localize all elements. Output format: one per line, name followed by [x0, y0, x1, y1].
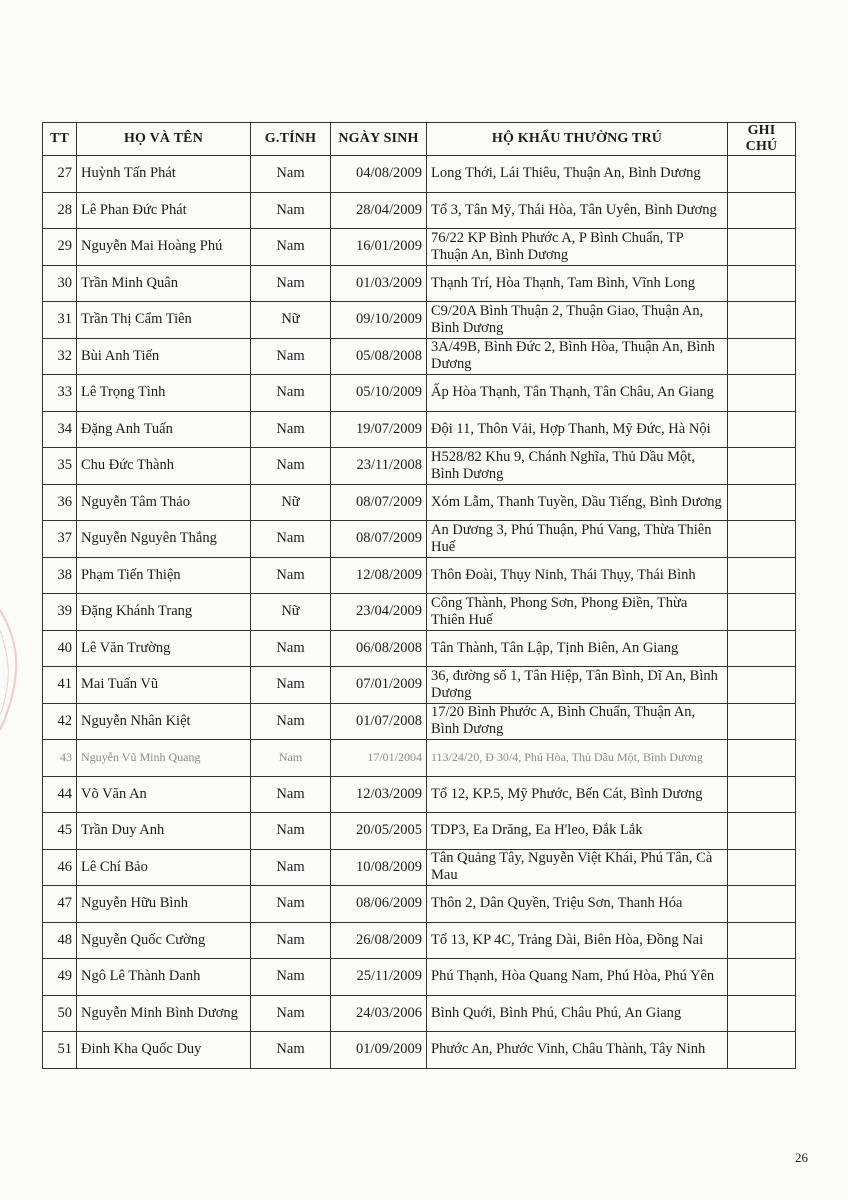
permanent-address: Thạnh Trí, Hòa Thạnh, Tam Bình, Vĩnh Long — [427, 265, 728, 302]
gender: Nam — [251, 703, 331, 740]
permanent-address: 76/22 KP Bình Phước A, P Bình Chuẩn, TP Thuận An, Bình Dương — [427, 229, 728, 266]
header-gender: G.TÍNH — [251, 123, 331, 156]
header-note: GHI CHÚ — [728, 123, 796, 156]
permanent-address: Bình Quới, Bình Phú, Châu Phú, An Giang — [427, 995, 728, 1032]
student-name: Lê Văn Trường — [77, 630, 251, 667]
permanent-address: Thôn Đoài, Thụy Ninh, Thái Thụy, Thái Bình — [427, 557, 728, 594]
gender: Nữ — [251, 484, 331, 521]
student-name: Trần Thị Cẩm Tiên — [77, 302, 251, 339]
note — [728, 265, 796, 302]
student-name: Nguyễn Tâm Thảo — [77, 484, 251, 521]
note — [728, 776, 796, 813]
table-row — [43, 521, 796, 558]
student-name: Huỳnh Tấn Phát — [77, 156, 251, 193]
header-dob: NGÀY SINH — [331, 123, 427, 156]
note — [728, 667, 796, 704]
row-number: 45 — [43, 813, 77, 850]
table-row — [43, 594, 796, 631]
row-number: 39 — [43, 594, 77, 631]
note — [728, 813, 796, 850]
row-number: 44 — [43, 776, 77, 813]
note — [728, 302, 796, 339]
note — [728, 922, 796, 959]
date-of-birth: 08/07/2009 — [331, 521, 427, 558]
row-number: 41 — [43, 667, 77, 704]
date-of-birth: 23/11/2008 — [331, 448, 427, 485]
gender: Nữ — [251, 302, 331, 339]
table-row — [43, 448, 796, 485]
table-row — [43, 995, 796, 1032]
row-number: 49 — [43, 959, 77, 996]
permanent-address: 36, đường số 1, Tân Hiệp, Tân Bình, Dĩ An, Bình Dương — [427, 667, 728, 704]
permanent-address: Đội 11, Thôn Vải, Hợp Thanh, Mỹ Đức, Hà Nội — [427, 411, 728, 448]
table-row — [43, 703, 796, 740]
note — [728, 995, 796, 1032]
table-row — [43, 484, 796, 521]
stamp-fragment — [0, 600, 22, 740]
row-number: 50 — [43, 995, 77, 1032]
gender: Nam — [251, 521, 331, 558]
note — [728, 557, 796, 594]
table-header-row — [43, 123, 796, 156]
note — [728, 740, 796, 777]
note — [728, 886, 796, 923]
student-name: Nguyễn Nguyên Thắng — [77, 521, 251, 558]
note — [728, 849, 796, 886]
row-number: 32 — [43, 338, 77, 375]
row-number: 28 — [43, 192, 77, 229]
student-roster-table — [42, 122, 796, 1069]
note — [728, 192, 796, 229]
student-name: Nguyễn Hữu Bình — [77, 886, 251, 923]
row-number: 37 — [43, 521, 77, 558]
table-row — [43, 1032, 796, 1069]
date-of-birth: 20/05/2005 — [331, 813, 427, 850]
student-name: Trần Duy Anh — [77, 813, 251, 850]
gender: Nam — [251, 630, 331, 667]
gender: Nam — [251, 192, 331, 229]
table-row — [43, 229, 796, 266]
student-name: Lê Trọng Tình — [77, 375, 251, 412]
date-of-birth: 08/07/2009 — [331, 484, 427, 521]
table-row — [43, 813, 796, 850]
note — [728, 338, 796, 375]
table-row — [43, 302, 796, 339]
date-of-birth: 01/07/2008 — [331, 703, 427, 740]
student-name: Ngô Lê Thành Danh — [77, 959, 251, 996]
permanent-address: Tổ 12, KP.5, Mỹ Phước, Bến Cát, Bình Dương — [427, 776, 728, 813]
student-name: Đinh Kha Quốc Duy — [77, 1032, 251, 1069]
date-of-birth: 10/08/2009 — [331, 849, 427, 886]
gender: Nam — [251, 557, 331, 594]
permanent-address: Tổ 13, KP 4C, Trảng Dài, Biên Hòa, Đồng Nai — [427, 922, 728, 959]
gender: Nam — [251, 959, 331, 996]
gender: Nữ — [251, 594, 331, 631]
permanent-address: 3A/49B, Bình Đức 2, Bình Hòa, Thuận An, Bình Dương — [427, 338, 728, 375]
gender: Nam — [251, 813, 331, 850]
student-name: Nguyễn Nhân Kiệt — [77, 703, 251, 740]
date-of-birth: 12/03/2009 — [331, 776, 427, 813]
date-of-birth: 17/01/2004 — [331, 740, 427, 777]
header-tt: TT — [43, 123, 77, 156]
date-of-birth: 19/07/2009 — [331, 411, 427, 448]
permanent-address: Thôn 2, Dân Quyền, Triệu Sơn, Thanh Hóa — [427, 886, 728, 923]
permanent-address: Công Thành, Phong Sơn, Phong Điền, Thừa Thiên Huế — [427, 594, 728, 631]
permanent-address: An Dương 3, Phú Thuận, Phú Vang, Thừa Thiên Huế — [427, 521, 728, 558]
row-number: 48 — [43, 922, 77, 959]
note — [728, 521, 796, 558]
row-number: 38 — [43, 557, 77, 594]
row-number: 34 — [43, 411, 77, 448]
row-number: 40 — [43, 630, 77, 667]
row-number: 31 — [43, 302, 77, 339]
row-number: 43 — [43, 740, 77, 777]
note — [728, 630, 796, 667]
date-of-birth: 01/09/2009 — [331, 1032, 427, 1069]
note — [728, 229, 796, 266]
header-address: HỘ KHẨU THƯỜNG TRÚ — [427, 123, 728, 156]
note — [728, 411, 796, 448]
row-number: 30 — [43, 265, 77, 302]
table-row — [43, 630, 796, 667]
date-of-birth: 23/04/2009 — [331, 594, 427, 631]
table-row — [43, 375, 796, 412]
student-name: Mai Tuấn Vũ — [77, 667, 251, 704]
permanent-address: Tổ 3, Tân Mỹ, Thái Hòa, Tân Uyên, Bình Dương — [427, 192, 728, 229]
gender: Nam — [251, 375, 331, 412]
gender: Nam — [251, 448, 331, 485]
note — [728, 484, 796, 521]
gender: Nam — [251, 667, 331, 704]
gender: Nam — [251, 265, 331, 302]
gender: Nam — [251, 156, 331, 193]
row-number: 47 — [43, 886, 77, 923]
gender: Nam — [251, 1032, 331, 1069]
note — [728, 448, 796, 485]
table-row — [43, 265, 796, 302]
student-name: Trần Minh Quân — [77, 265, 251, 302]
student-name: Nguyễn Mai Hoàng Phú — [77, 229, 251, 266]
student-name: Nguyễn Vũ Minh Quang — [77, 740, 251, 777]
header-name: HỌ VÀ TÊN — [77, 123, 251, 156]
date-of-birth: 01/03/2009 — [331, 265, 427, 302]
note — [728, 594, 796, 631]
row-number: 42 — [43, 703, 77, 740]
table-row — [43, 959, 796, 996]
permanent-address: H528/82 Khu 9, Chánh Nghĩa, Thủ Dầu Một, Bình Dương — [427, 448, 728, 485]
student-name: Nguyễn Quốc Cường — [77, 922, 251, 959]
student-name: Phạm Tiến Thiện — [77, 557, 251, 594]
gender: Nam — [251, 886, 331, 923]
student-name: Võ Văn An — [77, 776, 251, 813]
table-row — [43, 922, 796, 959]
table-row — [43, 156, 796, 193]
permanent-address: Ấp Hòa Thạnh, Tân Thạnh, Tân Châu, An Giang — [427, 375, 728, 412]
table-row — [43, 667, 796, 704]
date-of-birth: 05/08/2008 — [331, 338, 427, 375]
gender: Nam — [251, 740, 331, 777]
date-of-birth: 12/08/2009 — [331, 557, 427, 594]
row-number: 36 — [43, 484, 77, 521]
table-row — [43, 776, 796, 813]
note — [728, 703, 796, 740]
permanent-address: Tân Thành, Tân Lập, Tịnh Biên, An Giang — [427, 630, 728, 667]
date-of-birth: 08/06/2009 — [331, 886, 427, 923]
date-of-birth: 26/08/2009 — [331, 922, 427, 959]
date-of-birth: 09/10/2009 — [331, 302, 427, 339]
table-row — [43, 740, 796, 777]
permanent-address: Xóm Lẫm, Thanh Tuyền, Dầu Tiếng, Bình Dương — [427, 484, 728, 521]
student-name: Chu Đức Thành — [77, 448, 251, 485]
row-number: 33 — [43, 375, 77, 412]
table-row — [43, 411, 796, 448]
student-name: Đặng Anh Tuấn — [77, 411, 251, 448]
note — [728, 959, 796, 996]
student-name: Lê Phan Đức Phát — [77, 192, 251, 229]
gender: Nam — [251, 922, 331, 959]
table-row — [43, 886, 796, 923]
date-of-birth: 24/03/2006 — [331, 995, 427, 1032]
permanent-address: Long Thới, Lái Thiêu, Thuận An, Bình Dương — [427, 156, 728, 193]
row-number: 46 — [43, 849, 77, 886]
row-number: 35 — [43, 448, 77, 485]
permanent-address: TDP3, Ea Drăng, Ea H'leo, Đắk Lắk — [427, 813, 728, 850]
table-row — [43, 849, 796, 886]
student-name: Nguyễn Minh Bình Dương — [77, 995, 251, 1032]
note — [728, 375, 796, 412]
gender: Nam — [251, 411, 331, 448]
note — [728, 156, 796, 193]
permanent-address: C9/20A Bình Thuận 2, Thuận Giao, Thuận An, Bình Dương — [427, 302, 728, 339]
date-of-birth: 04/08/2009 — [331, 156, 427, 193]
row-number: 27 — [43, 156, 77, 193]
table-row — [43, 192, 796, 229]
permanent-address: Tân Quảng Tây, Nguyễn Việt Khái, Phú Tân, Cà Mau — [427, 849, 728, 886]
permanent-address: 113/24/20, Đ 30/4, Phú Hòa, Thủ Dầu Một, Bình Dương — [427, 740, 728, 777]
table-body — [43, 156, 796, 1069]
row-number: 51 — [43, 1032, 77, 1069]
row-number: 29 — [43, 229, 77, 266]
student-name: Lê Chí Bảo — [77, 849, 251, 886]
permanent-address: Phước An, Phước Vinh, Châu Thành, Tây Ninh — [427, 1032, 728, 1069]
gender: Nam — [251, 849, 331, 886]
note — [728, 1032, 796, 1069]
permanent-address: Phú Thạnh, Hòa Quang Nam, Phú Hòa, Phú Yên — [427, 959, 728, 996]
date-of-birth: 06/08/2008 — [331, 630, 427, 667]
date-of-birth: 28/04/2009 — [331, 192, 427, 229]
student-name: Đặng Khánh Trang — [77, 594, 251, 631]
table-row — [43, 557, 796, 594]
date-of-birth: 25/11/2009 — [331, 959, 427, 996]
gender: Nam — [251, 229, 331, 266]
gender: Nam — [251, 338, 331, 375]
date-of-birth: 05/10/2009 — [331, 375, 427, 412]
table-row — [43, 338, 796, 375]
permanent-address: 17/20 Bình Phước A, Bình Chuẩn, Thuận An, Bình Dương — [427, 703, 728, 740]
date-of-birth: 07/01/2009 — [331, 667, 427, 704]
gender: Nam — [251, 776, 331, 813]
page-number: 26 — [795, 1150, 808, 1165]
student-name: Bùi Anh Tiến — [77, 338, 251, 375]
date-of-birth: 16/01/2009 — [331, 229, 427, 266]
gender: Nam — [251, 995, 331, 1032]
